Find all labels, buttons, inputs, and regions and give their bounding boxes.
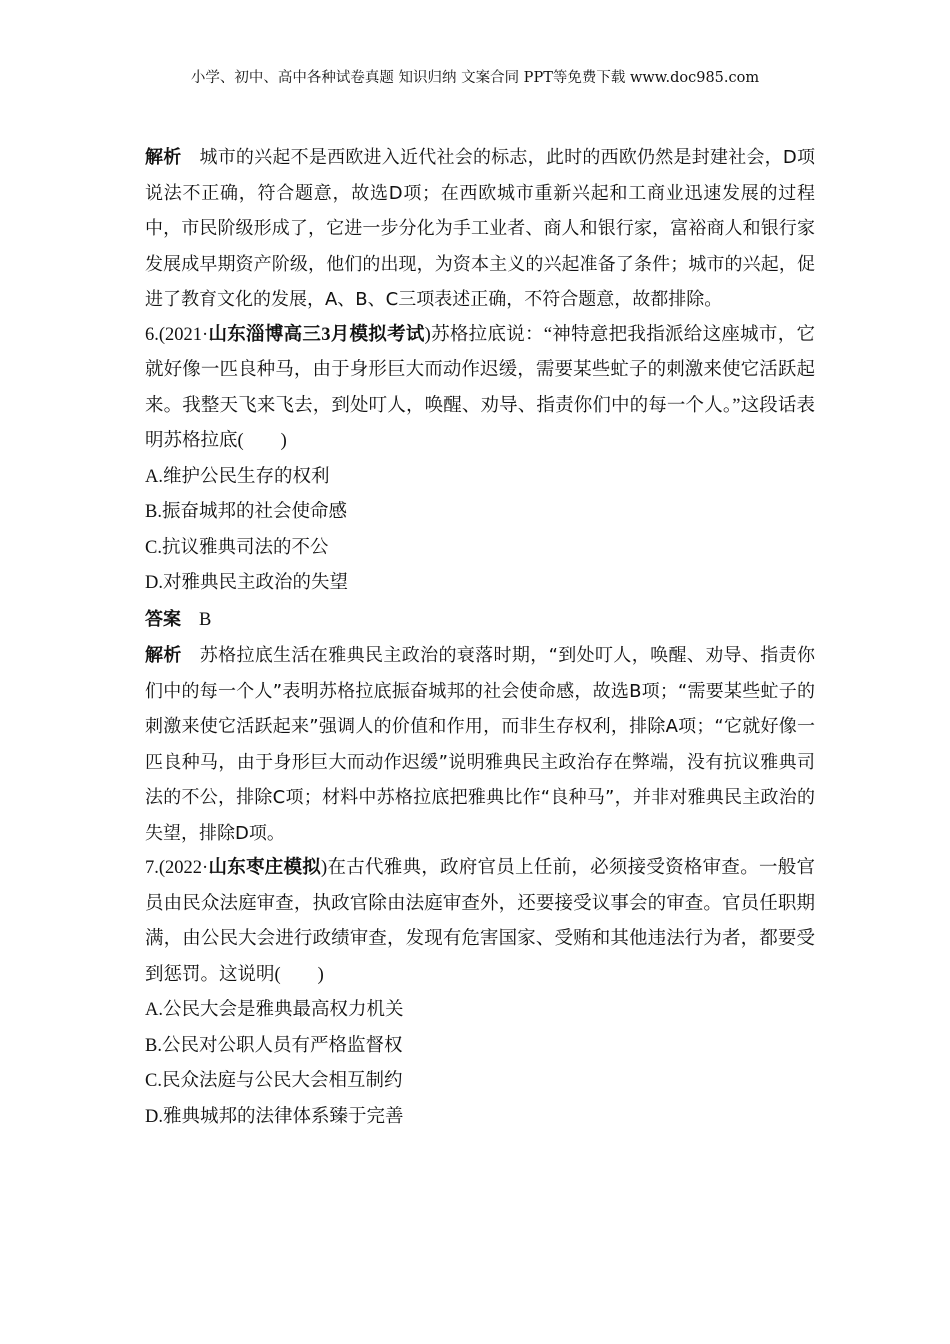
page-header: 小学、初中、高中各种试卷真题 知识归纳 文案合同 PPT等免费下载 www.doc985.com (190, 70, 760, 86)
option-b: B.公民对公职人员有严格监督权 (145, 1035, 403, 1056)
question-number: 6.(2021· (145, 324, 209, 345)
q5-analysis (145, 140, 815, 318)
option-a: A.维护公民生存的权利 (145, 466, 330, 487)
question-source: 山东枣庄模拟 (208, 858, 322, 878)
answer-label: 答案 (145, 608, 181, 630)
q6-analysis (145, 638, 815, 851)
analysis-text: 苏格拉底生活在雅典民主政治的衰落时期，“到处叮人，唤醒、劝导、指责你们中的每一个人”表明苏格拉底振奋城邦的社会使命感，故选B项；“需要某些虻子的刺激来使它活跃起来”强调人的价值和作用，而非生存权利，排除A项；“它就好像一匹良种马，由于身形巨大而动作迟缓”说明雅典民主政治存在弊端，没有抗议雅典司法的不公，排除C项；材料中苏格拉底把雅典比作“良种马”，并非对雅典民主政治的失望，排除D项。 (145, 645, 816, 844)
option-c: C.民众法庭与公民大会相互制约 (145, 1071, 403, 1091)
question-stem: )在古代雅典，政府官员上任前，必须接受资格审查。一般官员由民众法庭审查，执政官除由法庭审查外，还要接受议事会的审查。官员任职期满，由公民大会进行政绩审查，发现有危害国家、受贿和其他违法行为者，都要受到惩罚。这说明( ) (145, 858, 815, 985)
option-b: B.振奋城邦的社会使命感 (145, 502, 347, 522)
question-7 (145, 851, 815, 993)
question-source: 山东淄博高三3月模拟考试 (208, 324, 425, 345)
q6-answer (145, 602, 815, 639)
option-d: D.雅典城邦的法律体系臻于完善 (145, 1106, 404, 1127)
question-stem: )苏格拉底说：“神特意把我指派给这座城市，它就好像一匹良种马，由于身形巨大而动作迟缓，需要某些虻子的刺激来使它活跃起来。我整天飞来飞去，到处叮人，唤醒、劝导、指责你们中的每一个人。”这段话表明苏格拉底( ) (145, 324, 815, 451)
document-body (145, 140, 815, 1135)
answer-value: B (199, 609, 212, 630)
question-number: 7.(2022· (145, 858, 209, 878)
question-6 (145, 318, 815, 460)
option-a: A.公民大会是雅典最高权力机关 (145, 1000, 404, 1020)
analysis-label: 解析 (145, 645, 182, 666)
analysis-label: 解析 (145, 147, 182, 168)
option-d: D.对雅典民主政治的失望 (145, 573, 348, 593)
analysis-text: 城市的兴起不是西欧进入近代社会的标志，此时的西欧仍然是封建社会，D项说法不正确，符合题意，故选D项；在西欧城市重新兴起和工商业迅速发展的过程中，市民阶级形成了，它进一步分化为手工业者、商人和银行家，富裕商人和银行家发展成早期资产阶级，他们的出现，为资本主义的兴起准备了条件；城市的兴起，促进了教育文化的发展，A、B、C三项表述正确，不符合题意，故都排除。 (145, 147, 816, 310)
option-c: C.抗议雅典司法的不公 (145, 537, 329, 558)
